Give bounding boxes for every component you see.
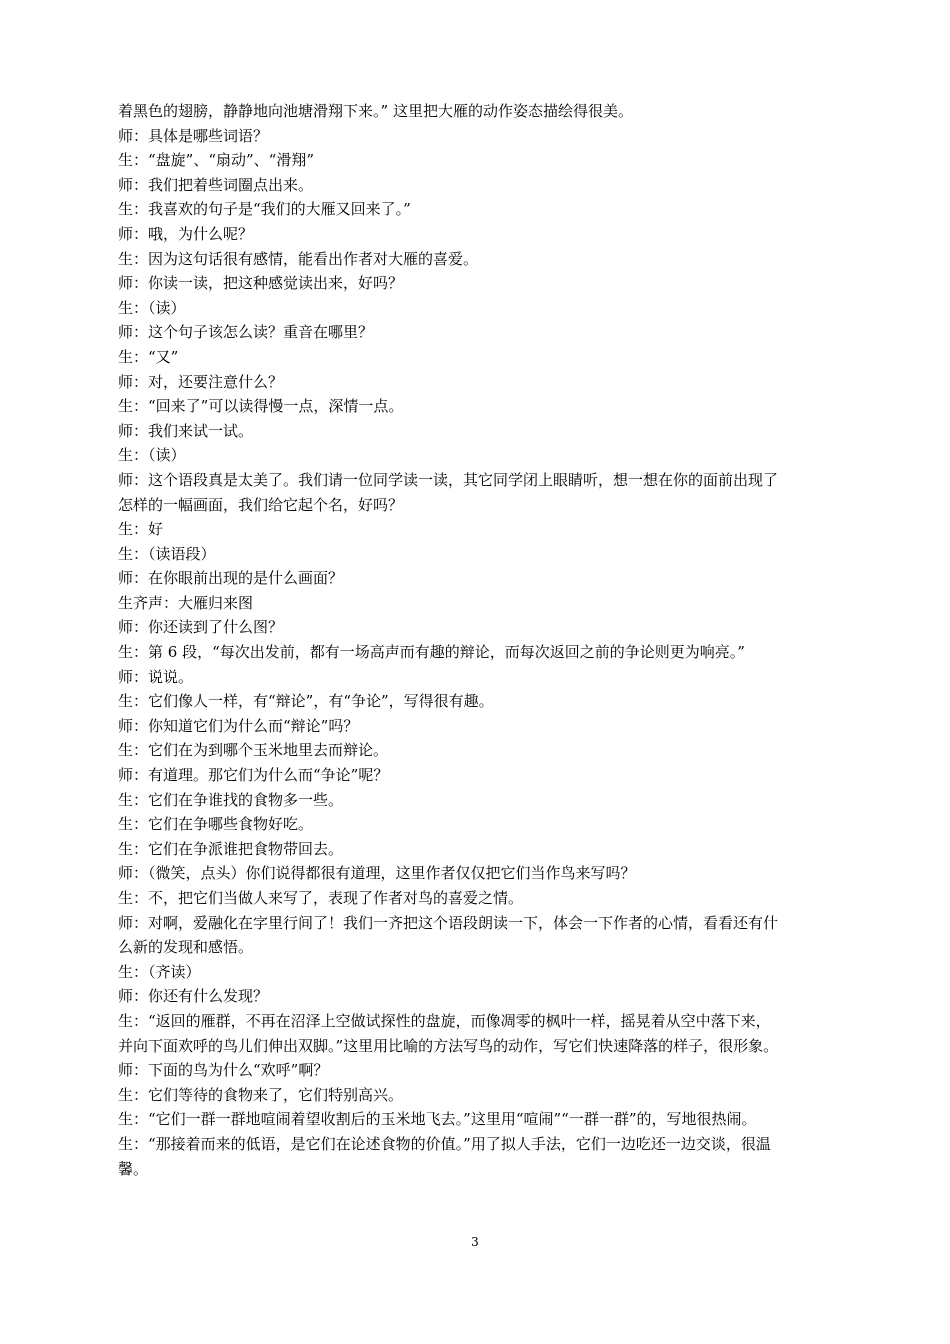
text-line: 师：有道理。那它们为什么而“争论”呢？	[118, 766, 389, 785]
text-line: 师：（微笑，点头）你们说得都很有道理，这里作者仅仅把它们当作鸟来写吗？	[118, 864, 636, 883]
text-line: 生：“它们一群一群地喧闹着望收割后的玉米地飞去。”这里用“喧闹”“一群一群”的，写地很热闹。	[118, 1110, 757, 1129]
text-line: 师：具体是哪些词语？	[118, 126, 269, 145]
text-line: 生：第 6 段，“每次出发前，都有一场高声而有趣的辩论，而每次返回之前的争论则更为响亮。”	[118, 643, 745, 662]
text-line: 馨。	[118, 1159, 149, 1178]
text-line: 生：它们在为到哪个玉米地里去而辩论。	[118, 741, 389, 760]
text-line: 生：（齐读）	[118, 962, 201, 981]
document-body	[118, 99, 858, 1181]
text-line: 生：（读语段）	[118, 544, 216, 563]
text-line: 师：在你眼前出现的是什么画面？	[118, 569, 344, 588]
text-line: 生：“返回的雁群，不再在沼泽上空做试探性的盘旋，而像凋零的枫叶一样，摇晃着从空中落下来，	[118, 1011, 771, 1030]
text-line: 生：因为这句话很有感情，能看出作者对大雁的喜爱。	[118, 249, 479, 268]
text-line: 生齐声：大雁归来图	[118, 593, 254, 612]
text-line: 生：不，把它们当做人来写了，表现了作者对鸟的喜爱之情。	[118, 889, 524, 907]
text-line: 生：它们像人一样，有“辩论”，有“争论”，写得很有趣。	[118, 692, 494, 711]
text-line: 师：你还读到了什么图？	[118, 618, 284, 637]
text-line: 师：你读一读，把这种感觉读出来，好吗？	[118, 274, 404, 293]
text-line: 师：我们来试一试。	[118, 421, 254, 440]
text-line: 师：说说。	[118, 667, 194, 686]
text-line: 师：你还有什么发现？	[118, 987, 269, 1006]
text-line: 师：这个句子该怎么读？重音在哪里？	[118, 323, 374, 342]
text-line: 师：我们把着些词圈点出来。	[118, 175, 314, 194]
text-line: 师：对，还要注意什么？	[118, 372, 284, 391]
text-line: 师：哦，为什么呢？	[118, 224, 254, 243]
text-line: 生：我喜欢的句子是“我们的大雁又回来了。”	[118, 200, 411, 219]
text-line: 生：“回来了”可以读得慢一点，深情一点。	[118, 397, 404, 416]
text-line: 生：它们等待的食物来了，它们特别高兴。	[118, 1085, 404, 1104]
text-line: 怎样的一幅画面，我们给它起个名，好吗？	[118, 495, 404, 514]
text-line: 师：你知道它们为什么而“辩论”吗？	[118, 716, 359, 735]
text-line: 生：“盘旋”、“扇动”、“滑翔”	[118, 151, 315, 170]
text-line: 师：这个语段真是太美了。我们请一位同学读一读，其它同学闭上眼睛听，想一想在你的面前出现了	[118, 470, 779, 489]
text-line: 生：它们在争谁找的食物多一些。	[118, 790, 344, 809]
text-line: 着黑色的翅膀，静静地向池塘滑翔下来。” 这里把大雁的动作姿态描绘得很美。	[118, 102, 633, 120]
text-line: 生：“又”	[118, 347, 179, 366]
text-line: 生：好	[118, 520, 164, 539]
text-line: 师：对啊，爱融化在字里行间了！我们一齐把这个语段朗读一下，体会一下作者的心情，看看还有什	[118, 913, 779, 932]
text-line: 生：它们在争哪些食物好吃。	[118, 815, 314, 834]
text-line: 么新的发现和感悟。	[118, 938, 254, 957]
page-number: 3	[471, 1235, 479, 1249]
text-line: 生：（读）	[118, 298, 186, 317]
text-line: 并向下面欢呼的鸟儿们伸出双脚。”这里用比喻的方法写鸟的动作，写它们快速降落的样子，很形象。	[118, 1036, 779, 1055]
text-line: 生：它们在争派谁把食物带回去。	[118, 839, 344, 858]
text-line: 生：“那接着而来的低语，是它们在论述食物的价值。”用了拟人手法，它们一边吃还一边交谈，很温	[118, 1134, 771, 1153]
text-line: 师：下面的鸟为什么“欢呼”啊？	[118, 1061, 329, 1080]
text-line: 生：（读）	[118, 446, 186, 465]
